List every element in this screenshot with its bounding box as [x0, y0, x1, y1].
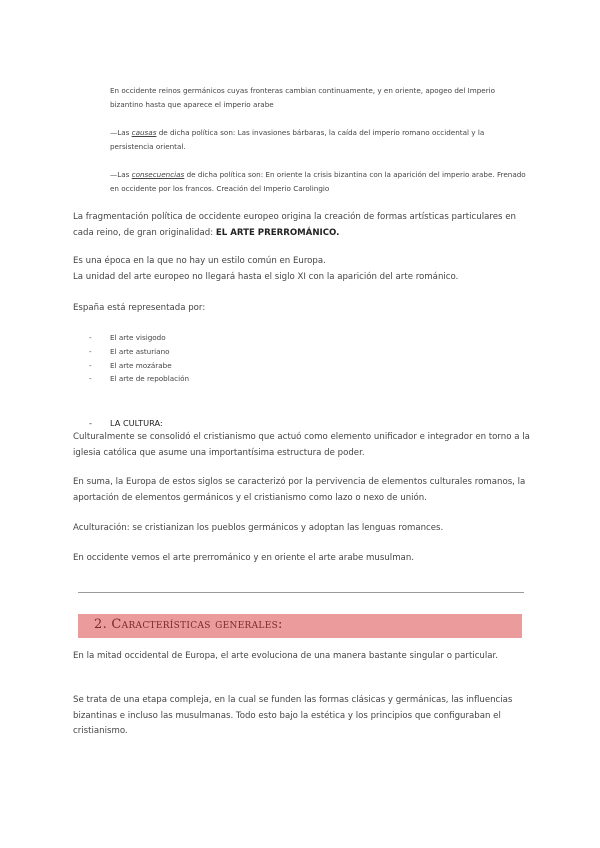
suma-paragraph: [73, 475, 533, 506]
intro-paragraph: [110, 84, 530, 112]
cultura-text: Culturalmente se consolidó el cristianismo que actuó como elemento unificador e integrador en torno a la iglesia católica que asume una importantísima estructura de poder.: [73, 432, 530, 458]
section-heading: 2. Características generales:: [94, 617, 283, 632]
section-divider: [78, 592, 524, 593]
espana-text: España está representada por:: [73, 303, 206, 313]
aculturacion-text: Aculturación: se cristianizan los pueblos germánicos y adoptan las lenguas romances.: [73, 523, 444, 533]
list-item: - El arte visigodo: [89, 333, 166, 342]
list-item-text: El arte asturiano: [110, 346, 170, 356]
section2-paragraph-1: [73, 649, 533, 665]
list-item: - El arte asturiano: [89, 346, 170, 356]
causes-text: de dicha política son: Las invasiones bárbaras, la caída del imperio romano occidental y la persistencia oriental.: [110, 128, 485, 151]
list-item-text: El arte mozárabe: [110, 360, 172, 370]
dash-prefix: —Las: [110, 170, 132, 179]
list-item-text: El arte visigodo: [110, 333, 166, 342]
section-heading-bar: [78, 614, 522, 638]
fragmentation-text: La fragmentación política de occidente europeo origina la creación de formas artísticas particulares en cada reino, de gran originalidad:: [73, 212, 516, 238]
causes-keyword: causas: [131, 128, 157, 137]
consequences-paragraph: [110, 168, 530, 196]
art-list: [89, 331, 189, 386]
cultura-title: LA CULTURA:: [110, 418, 163, 428]
list-item: - El arte mozárabe: [89, 360, 172, 370]
causes-paragraph: [110, 126, 530, 154]
epoca-line-1: Es una época en la que no hay un estilo común en Europa.: [73, 256, 326, 266]
dash-prefix: —Las: [110, 128, 132, 137]
suma-text: En suma, la Europa de estos siglos se caracterizó por la pervivencia de elementos culturales romanos, la aportación de elementos germánicos y el cristianismo como lazo o nexo de unión.: [73, 477, 526, 503]
prerromanico-highlight: EL ARTE PRERROMÁNICO.: [215, 227, 340, 238]
consequences-text: de dicha política son: En oriente la crisis bizantina con la aparición del imperio arabe. Frenado en occidente por los francos. Creación del Imperio Carolingio: [110, 170, 526, 193]
list-item-text: El arte de repoblación: [110, 374, 190, 384]
fragmentation-paragraph: [73, 210, 533, 241]
occidente-text: En occidente vemos el arte prerrománico y en oriente el arte arabe musulman.: [73, 553, 415, 563]
cultura-heading: - LA CULTURA:: [89, 418, 163, 428]
section2-text-1: En la mitad occidental de Europa, el arte evoluciona de una manera bastante singular o particular.: [73, 651, 498, 661]
cultura-paragraph: [73, 430, 533, 461]
espana-intro: [73, 301, 533, 317]
epoca-line-2: La unidad del arte europeo no llegará hasta el siglo XI con la aparición del arte románico.: [73, 271, 459, 282]
section2-paragraph-2: [73, 693, 533, 740]
list-item: - El arte de repoblación: [89, 374, 190, 384]
epoca-paragraph: [73, 254, 533, 285]
aculturacion-paragraph: [73, 521, 533, 537]
section2-text-2: Se trata de una etapa compleja, en la cual se funden las formas clásicas y germánicas, las influencias bizantinas e incluso las musulmanas. Todo esto bajo la estética y los principios que configuraban el cristianismo.: [73, 695, 513, 736]
intro-text: En occidente reinos germánicos cuyas fronteras cambian continuamente, y en oriente, apogeo del Imperio bizantino hasta que aparece el imperio arabe: [110, 86, 496, 109]
occidente-paragraph: [73, 551, 533, 567]
consequences-keyword: consecuencias: [131, 170, 185, 179]
